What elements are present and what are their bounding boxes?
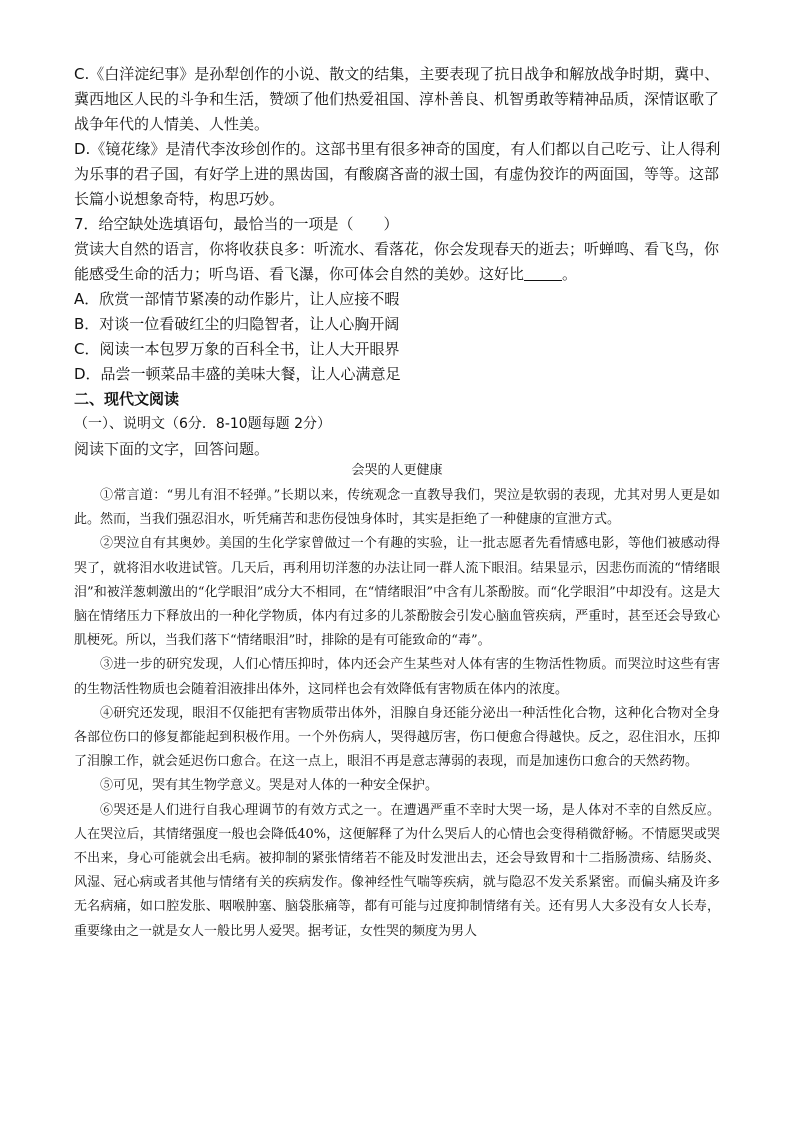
- section-instruction: 阅读下面的文字，回答问题。: [74, 440, 270, 458]
- article-body: [74, 484, 720, 944]
- option-c-text: C.《白洋淀纪事》是孙犁创作的小说、散文的结集，主要表现了抗日战争和解放战争时期，冀中、冀西地区人民的斗争和生活，赞颂了他们热爱祖国、淳朴善良、机智勇敢等精神品质，深情讴歌了战争年代的人情美、人性美。: [74, 65, 720, 133]
- article-paragraph-3: ③进一步的研究发现，人们心情压抑时，体内还会产生某些对人体有害的生物活性物质。而哭泣时这些有害的生物活性物质也会随着泪液排出体外，这同样也会有效降低有害物质在体内的浓度。: [74, 657, 720, 697]
- article-paragraph-2: ②哭泣自有其奥妙。美国的生化学家曾做过一个有趣的实验，让一批志愿者先看情感电影，等他们被感动得哭了，就将泪水收进试管。几天后，再利用切洋葱的办法让同一群人流下眼泪。结果显示，因悲伤而流的“情绪眼泪”和被洋葱刺激出的“化学眼泪”成分大不相同，在“情绪眼泪”中含有儿茶酚胺。而“化学眼泪”中却没有。这是大脑在情绪压力下释放出的一种化学物质，体内有过多的儿茶酚胺会引发心脑血管疾病，严重时，甚至还会导致心肌梗死。所以，当我们落下“情绪眼泪”时，排除的是有可能致命的“毒”。: [74, 536, 720, 649]
- article-paragraph-4: ④研究还发现，眼泪不仅能把有害物质带出体外，泪腺自身还能分泌出一种活性化合物，这种化合物对全身各部位伤口的修复都能起到积极作用。一个外伤病人，哭得越厉害，伤口便愈合得越快。反之，忍住泪水，压抑了泪腺工作，就会延迟伤口愈合。在这一点上，眼泪不再是意志薄弱的表现，而是加速伤口愈合的天然药物。: [74, 705, 720, 770]
- question-7-passage-end: 。: [562, 265, 578, 283]
- option-c-prev: [74, 62, 724, 137]
- question-7-option-b: B．对谈一位看破红尘的归隐智者，让人心胸开阔: [74, 315, 400, 333]
- option-d-prev: [74, 137, 724, 212]
- article-paragraph-1: ①常言道：“男儿有泪不轻弹。”长期以来，传统观念一直教导我们，哭泣是软弱的表现，尤其对男人更是如此。然而，当我们强忍泪水，听凭痛苦和悲伤侵蚀身体时，其实是拒绝了一种健康的宣泄方式。: [74, 488, 720, 528]
- option-d-text: D.《镜花缘》是清代李汝珍创作的。这部书里有很多神奇的国度，有人们都以自己吃亏、让人得利为乐事的君子国，有好学上进的黑齿国，有酸腐吝啬的淑士国，有虚伪狡诈的两面国，等等。这部长篇小说想象奇特，构思巧妙。: [74, 140, 721, 208]
- answer-blank[interactable]: [524, 264, 562, 281]
- question-7-option-d: D．品尝一顿菜品丰盛的美味大餐，让人心满意足: [74, 365, 401, 383]
- article-title: 会哭的人更健康: [351, 463, 443, 478]
- question-7-option-a: A．欣赏一部情节紧凑的动作影片，让人应接不暇: [74, 290, 400, 308]
- article-paragraph-6: ⑥哭还是人们进行自我心理调节的有效方式之一。在遭遇严重不幸时大哭一场，是人体对不幸的自然反应。人在哭泣后，其情绪强度一般也会降低40%，这便解释了为什么哭后人的心情也会变得稍微舒畅。不情愿哭或哭不出来，身心可能就会出毛病。被抑制的紧张情绪若不能及时发泄出去，还会导致胃和十二指肠溃疡、结肠炎、风湿、冠心病或者其他与情绪有关的疾病发作。像神经性气喘等疾病，就与隐忍不发关系紧密。而偏头痛及许多无名病痛，如口腔发胀、咽喉肿塞、脑袋胀痛等，都有可能与过度抑制情绪有关。还有男人大多没有女人长寿，重要缘由之一就是女人一般比男人爱哭。据考证，女性哭的频度为男人: [74, 802, 720, 939]
- article-paragraph-5: ⑤可见，哭有其生物学意义。哭是对人体的一种安全保护。: [100, 778, 439, 794]
- question-7-passage-text: 赏读大自然的语言，你将收获良多：听流水、看落花，你会发现春天的逝去；听蝉鸣、看飞鸟，你能感受生命的活力；听鸟语、看飞瀑，你可体会自然的美妙。这好比: [74, 240, 720, 283]
- question-7: [74, 212, 724, 387]
- section-heading: 二、现代文阅读: [74, 390, 180, 408]
- section-subheading: （一）、说明文（6分．8-10题每题 2分）: [74, 416, 332, 432]
- question-7-option-c: C．阅读一本包罗万象的百科全书，让人大开眼界: [74, 340, 400, 358]
- question-7-passage: [74, 237, 724, 287]
- section-modern-reading: [74, 387, 724, 462]
- question-7-stem: 7．给空缺处选填语句，最恰当的一项是（ ）: [74, 215, 399, 233]
